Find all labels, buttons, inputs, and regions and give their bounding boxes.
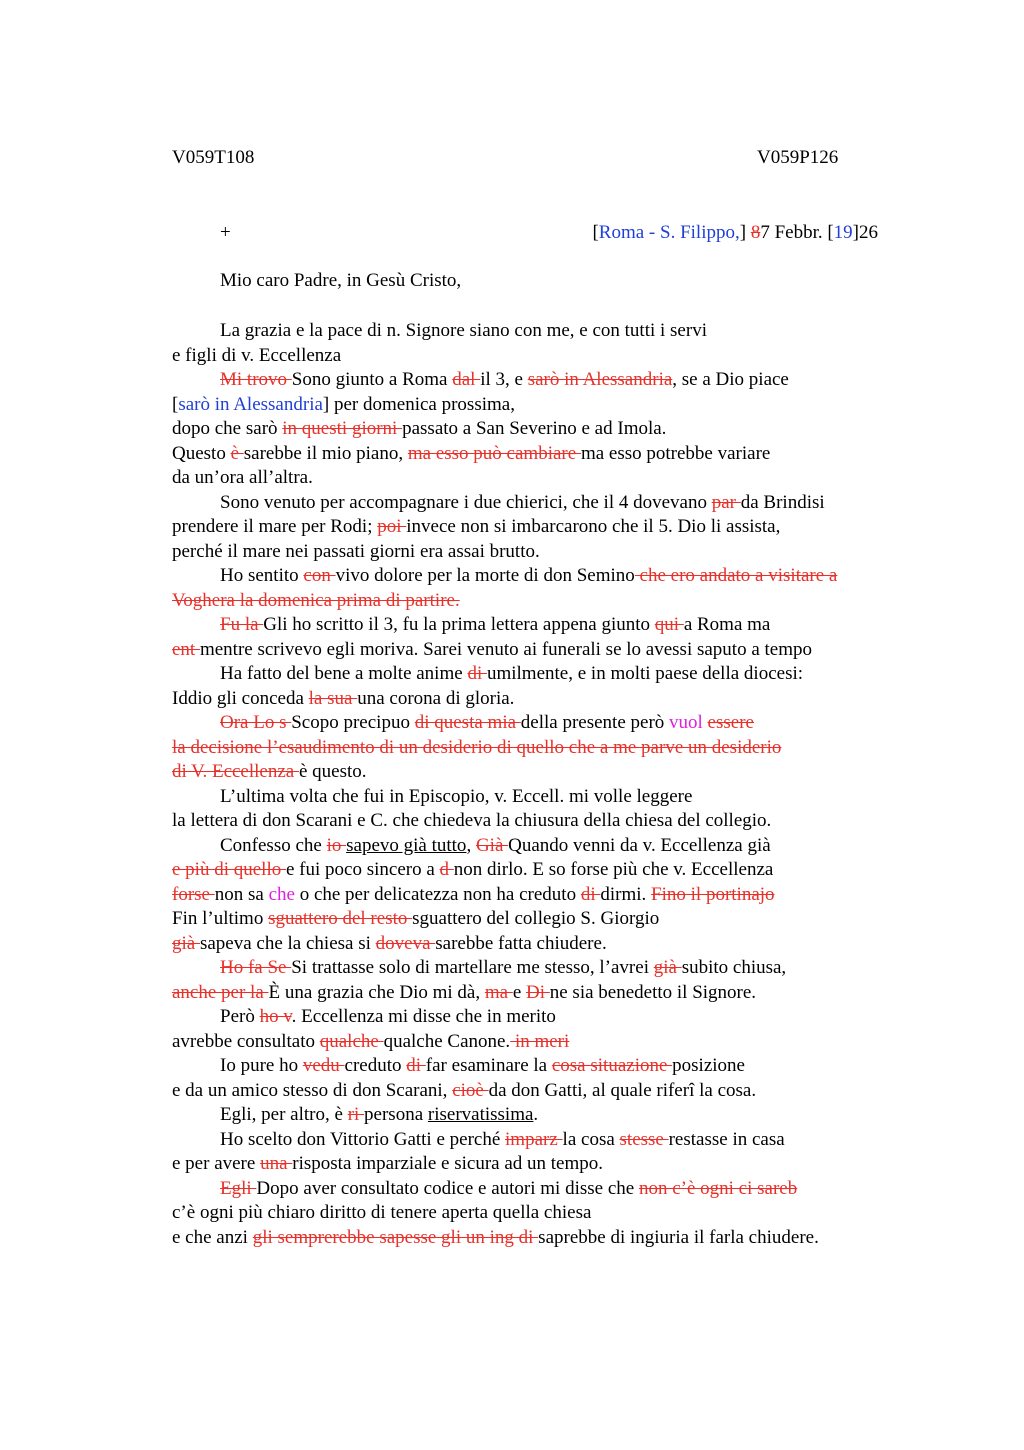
- text-segment: creduto: [344, 1055, 407, 1076]
- bracket-close: ]: [739, 222, 747, 243]
- day-deleted: 8: [750, 222, 761, 243]
- text-segment: persona: [364, 1104, 428, 1125]
- text-segment: e: [512, 981, 526, 1003]
- text-line: [172, 1152, 892, 1177]
- text-segment: Ho scelto don Vittorio Gatti e perché: [220, 1128, 506, 1150]
- text-segment: far esaminare la: [425, 1055, 552, 1076]
- year-century-editorial: 19: [833, 222, 853, 243]
- text-line: [172, 1079, 892, 1104]
- text-segment: della presente però: [520, 712, 670, 733]
- text-line: [172, 907, 892, 932]
- deleted-text: essere: [707, 712, 754, 733]
- text-segment: la lettera di don Scarani e C. che chiedeva la chiusura della chiesa del collegio.: [172, 810, 772, 831]
- text-segment: Questo: [172, 442, 231, 464]
- deleted-text: Già: [475, 834, 509, 856]
- deleted-text: ma: [484, 981, 513, 1003]
- text-segment: . Eccellenza mi disse che in merito: [291, 1006, 556, 1027]
- text-line: [172, 466, 892, 491]
- text-line: [172, 589, 892, 614]
- text-line: [172, 1226, 892, 1251]
- text-line: [172, 319, 892, 344]
- text-line: [172, 1201, 892, 1226]
- text-line: [172, 736, 892, 761]
- text-segment: ,: [466, 834, 476, 856]
- editorial-text: sarò in Alessandria: [178, 393, 323, 415]
- dateline: [172, 222, 878, 246]
- year-bracket-close: ]: [852, 222, 859, 243]
- text-segment: [: [172, 393, 179, 415]
- deleted-text: è: [230, 442, 244, 464]
- inserted-text: che: [268, 883, 295, 905]
- deleted-text: Mi trovo: [220, 369, 292, 390]
- deleted-text: in questi giorni: [282, 418, 403, 439]
- document-code-right: V059P126: [757, 147, 839, 168]
- text-segment: È una grazia che Dio mi dà,: [268, 981, 485, 1003]
- text-segment: prendere il mare per Rodi;: [172, 516, 378, 537]
- text-segment: avrebbe consultato: [172, 1030, 320, 1052]
- text-segment: c’è ogni più chiaro diritto di tenere aperta quella chiesa: [172, 1202, 592, 1223]
- deleted-text: di: [406, 1055, 426, 1076]
- text-segment: dopo che sarò: [172, 418, 283, 439]
- text-line: [172, 687, 892, 712]
- text-segment: Fin l’ultimo: [172, 908, 269, 929]
- inserted-text: vuol: [669, 712, 703, 733]
- cross-mark: +: [220, 222, 231, 243]
- text-line: [172, 956, 892, 981]
- text-segment: e da un amico stesso di don Scarani,: [172, 1079, 453, 1101]
- text-line: [172, 785, 892, 810]
- text-segment: restasse in casa: [668, 1128, 785, 1150]
- text-segment: qualche Canone.: [383, 1030, 511, 1052]
- deleted-text: anche per la: [172, 981, 269, 1003]
- deleted-text: la decisione l’esaudimento di un desiderio di quello che a me parve un desiderio: [172, 736, 782, 758]
- date-place: [592, 222, 878, 244]
- text-line: [172, 1128, 892, 1153]
- deleted-text: ho v: [259, 1006, 292, 1027]
- deleted-text: ent: [172, 638, 200, 660]
- bracket-open: [: [592, 222, 599, 243]
- deleted-text: di: [467, 663, 487, 684]
- underlined-text: sapevo già tutto: [346, 834, 467, 856]
- text-segment: la cosa: [562, 1128, 620, 1150]
- text-segment: Iddio gli conceda: [172, 687, 309, 709]
- text-segment: Sono venuto per accompagnare i due chierici, che il 4 dovevano: [220, 491, 712, 513]
- text-segment: ne sia benedetto il Signore.: [549, 981, 757, 1003]
- text-segment: ma esso potrebbe variare: [580, 442, 771, 464]
- text-line: [172, 1103, 892, 1128]
- deleted-text: ma esso può cambiare: [407, 442, 581, 464]
- text-segment: il 3, e: [480, 369, 528, 390]
- deleted-text: poi: [377, 516, 407, 537]
- text-segment: mentre scrivevo egli moriva. Sarei venuto ai funerali se lo avessi saputo a tempo: [199, 638, 813, 660]
- text-segment: dirmi.: [600, 883, 652, 905]
- text-line: [172, 1005, 892, 1030]
- deleted-text: Egli: [220, 1177, 257, 1199]
- deleted-text: una: [260, 1153, 293, 1174]
- deleted-text: Ora Lo s: [220, 712, 292, 733]
- text-segment: umilmente, e in molti paese della diocesi:: [486, 663, 804, 684]
- deleted-text: cosa situazione: [551, 1055, 673, 1076]
- deleted-text: qui: [654, 614, 684, 635]
- letter-body: [172, 319, 892, 1250]
- text-segment: Ho sentito: [220, 565, 304, 586]
- text-segment: perché il mare nei passati giorni era assai brutto.: [172, 540, 540, 562]
- text-segment: una corona di gloria.: [357, 687, 515, 709]
- text-segment: Sono giunto a Roma: [291, 369, 453, 390]
- text-line: [172, 1030, 892, 1055]
- deleted-text: che ero andato a visitare a: [634, 565, 838, 586]
- deleted-text: io: [326, 834, 347, 856]
- text-segment: , se a Dio piace: [672, 369, 789, 390]
- text-segment: Però: [220, 1006, 260, 1027]
- deleted-text: con: [303, 565, 336, 586]
- text-line: [172, 564, 892, 589]
- text-segment: L’ultima volta che fui in Episcopio, v. Eccell. mi volle leggere: [220, 785, 693, 807]
- text-segment: Si trattasse solo di martellare me stesso, l’avrei: [291, 957, 654, 978]
- deleted-text: imparz: [505, 1128, 563, 1150]
- day-month: 7 Febbr.: [760, 222, 828, 243]
- salutation: Mio caro Padre, in Gesù Cristo,: [220, 270, 462, 291]
- deleted-text: ri: [347, 1104, 365, 1125]
- deleted-text: par: [711, 491, 741, 513]
- text-line: [172, 540, 892, 565]
- place-editorial: Roma - S. Filippo,: [598, 222, 740, 243]
- text-line: [172, 638, 892, 663]
- deleted-text: non c’è ogni ci sareb: [638, 1177, 798, 1199]
- text-segment: sarebbe il mio piano,: [243, 442, 408, 464]
- text-line: [172, 1177, 892, 1202]
- deleted-text: Ho fa Se: [220, 957, 292, 978]
- deleted-text: d: [439, 859, 454, 880]
- deleted-text: stesse: [619, 1128, 669, 1150]
- deleted-text: e più di quello: [172, 859, 286, 880]
- deleted-text: cioè: [452, 1079, 489, 1101]
- deleted-text: vedu: [302, 1055, 345, 1076]
- deleted-text: qualche: [319, 1030, 384, 1052]
- text-segment: sapeva che la chiesa si: [199, 932, 376, 954]
- deleted-text: Voghera la domenica prima di partire.: [172, 589, 460, 611]
- text-segment: da don Gatti, al quale riferi: [488, 1079, 695, 1101]
- text-segment: Scopo precipuo: [291, 712, 415, 733]
- text-segment: Io pure ho: [220, 1055, 303, 1076]
- deleted-text: sguattero del resto: [268, 908, 413, 929]
- text-segment: non dirlo. E so forse più che v. Eccellenza: [453, 859, 774, 880]
- text-segment: da un’ora all’altra.: [172, 467, 313, 488]
- text-segment: e fui poco sincero a: [285, 859, 440, 880]
- text-segment: subito chiusa,: [681, 957, 787, 978]
- text-line: [172, 883, 892, 908]
- deleted-text: la sua: [308, 687, 358, 709]
- text-line: [172, 809, 892, 834]
- deleted-text: di V. Eccellenza: [172, 761, 299, 782]
- text-line: [172, 858, 892, 883]
- year-end: 26: [859, 222, 878, 243]
- text-segment: a Roma ma: [683, 614, 771, 635]
- text-segment: sarebbe fatta chiudere.: [435, 932, 607, 954]
- text-segment: e per avere: [172, 1153, 261, 1174]
- deleted-text: già: [653, 957, 682, 978]
- text-line: [172, 760, 892, 785]
- text-segment: saprebbe di ingiuria il farla chiudere.: [538, 1226, 819, 1248]
- text-segment: Dopo aver consultato codice e autori mi disse che: [256, 1177, 639, 1199]
- deleted-text: dal: [452, 369, 481, 390]
- text-segment: Quando venni da v. Eccellenza già: [508, 834, 771, 856]
- text-segment: Egli, per altro, è: [220, 1104, 348, 1125]
- text-segment: sguattero del collegio S. Giorgio: [412, 908, 660, 929]
- text-line: [172, 1054, 892, 1079]
- text-segment: risposta imparziale e sicura ad un tempo.: [292, 1153, 604, 1174]
- deleted-text: sarò in Alessandria: [527, 369, 673, 390]
- text-segment: invece non si imbarcarono che il 5. Dio li assista,: [406, 516, 781, 537]
- text-segment: .: [533, 1104, 539, 1125]
- text-line: [172, 981, 892, 1006]
- deleted-text: Di: [526, 981, 550, 1003]
- text-line: [172, 368, 892, 393]
- deleted-text: Fu la: [220, 614, 264, 635]
- deleted-text: di questa mia: [414, 712, 521, 733]
- text-segment: e figli di v. Eccellenza: [172, 344, 342, 366]
- text-line: [172, 515, 892, 540]
- deleted-text: già: [172, 932, 200, 954]
- text-segment: è questo.: [298, 761, 367, 782]
- text-segment: Confesso che: [220, 834, 327, 856]
- text-line: [172, 393, 892, 418]
- text-line: [172, 932, 892, 957]
- text-line: [172, 417, 892, 442]
- deleted-text: Fino il portinajo: [651, 883, 775, 905]
- text-segment: ] per domenica prossima,: [322, 393, 515, 415]
- text-segment: La grazia e la pace di n. Signore siano con me, e con tutti i servi: [220, 320, 707, 341]
- text-segment: passato a San Severino e ad Imola.: [402, 418, 667, 439]
- text-segment: Gli ho scritto il 3, fu la prima lettera appena giunto: [263, 614, 655, 635]
- deleted-text: gli semprerebbe sapesse gli un ing di: [252, 1226, 539, 1248]
- text-segment: vivo dolore per la morte di don Semino: [335, 565, 635, 586]
- document-code-left: V059T108: [172, 147, 255, 168]
- underlined-text: riservatissima: [427, 1104, 534, 1125]
- year-bracket-open: [: [827, 222, 834, 243]
- text-segment: o che per delicatezza non ha creduto: [294, 883, 581, 905]
- text-line: [172, 344, 892, 369]
- text-segment: e che anzi: [172, 1226, 253, 1248]
- text-segment: non sa: [214, 883, 269, 905]
- text-line: [172, 442, 892, 467]
- text-line: [172, 491, 892, 516]
- deleted-text: in meri: [510, 1030, 570, 1052]
- text-segment: Ha fatto del bene a molte anime: [220, 663, 468, 684]
- deleted-text: di: [580, 883, 601, 905]
- text-line: [172, 613, 892, 638]
- deleted-text: forse: [172, 883, 215, 905]
- text-segment: la cosa.: [694, 1079, 757, 1101]
- text-line: [172, 711, 892, 736]
- text-segment: da Brindisi: [740, 491, 825, 513]
- text-line: [172, 662, 892, 687]
- text-segment: posizione: [672, 1055, 745, 1076]
- deleted-text: doveva: [375, 932, 436, 954]
- text-line: [172, 834, 892, 859]
